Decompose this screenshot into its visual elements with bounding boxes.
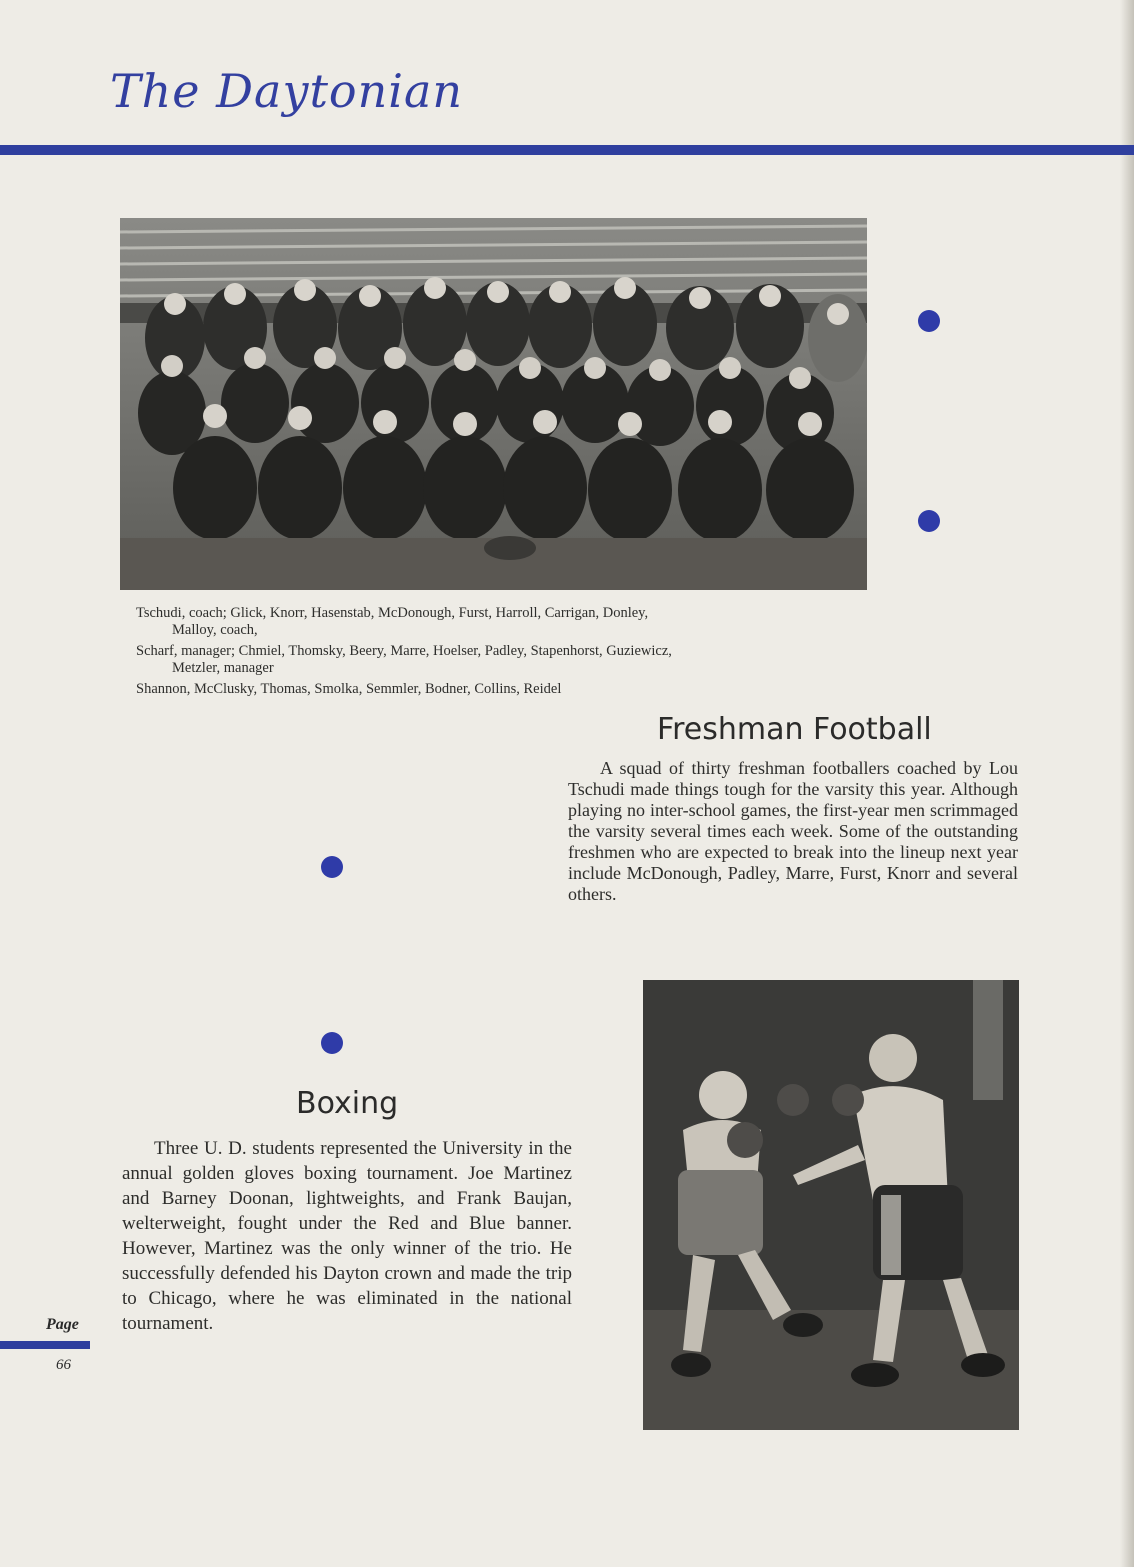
decorative-dot: [918, 310, 940, 332]
decorative-dot: [321, 1032, 343, 1054]
boxing-photo-image: [643, 980, 1019, 1430]
masthead-title: The Daytonian: [110, 64, 464, 118]
page-number: 66: [56, 1357, 71, 1373]
football-article-text: A squad of thirty freshman footballers coached by Lou Tschudi made things tough for the varsity this year. Although playing no inter-school games, the first-year men scrimmaged the varsity several times each week. Some of the outstanding freshmen who are expected to break into the lineup next year include McDonough, Padley, Marre, Furst, Knorr and several others.: [568, 758, 1018, 904]
page-label: Page: [46, 1316, 79, 1333]
boxing-photo: [643, 980, 1019, 1430]
caption-line-continued: Metzler, manager: [172, 660, 274, 676]
football-team-photo-image: [120, 218, 867, 590]
header-rule: [0, 145, 1134, 155]
boxing-article-text: Three U. D. students represented the University in the annual golden gloves boxing tournament. Joe Martinez and Barney Doonan, lightweights, and Frank Baujan, welterweight, fought under the Red and Blue banner. However, Martinez was the only winner of the trio. He successfully defended his Dayton crown and made the trip to Chicago, where he was eliminated in the national tournament.: [122, 1138, 572, 1334]
decorative-dot: [321, 856, 343, 878]
football-team-photo: [120, 218, 867, 590]
football-photo-caption: [136, 605, 896, 698]
caption-line: Tschudi, coach; Glick, Knorr, Hasenstab, McDonough, Furst, Harroll, Carrigan, Donley,: [136, 605, 649, 621]
caption-line: Shannon, McClusky, Thomas, Smolka, Semmler, Bodner, Collins, Reidel: [136, 681, 562, 697]
decorative-dot: [918, 510, 940, 532]
page-edge-shadow: [1120, 0, 1134, 1567]
page-marker-rule: [0, 1341, 90, 1349]
boxing-heading: Boxing: [296, 1086, 399, 1121]
football-heading: Freshman Football: [657, 712, 932, 747]
caption-line-continued: Malloy, coach,: [172, 622, 258, 638]
caption-line: Scharf, manager; Chmiel, Thomsky, Beery, Marre, Hoelser, Padley, Stapenhorst, Guziewicz,: [136, 643, 672, 659]
